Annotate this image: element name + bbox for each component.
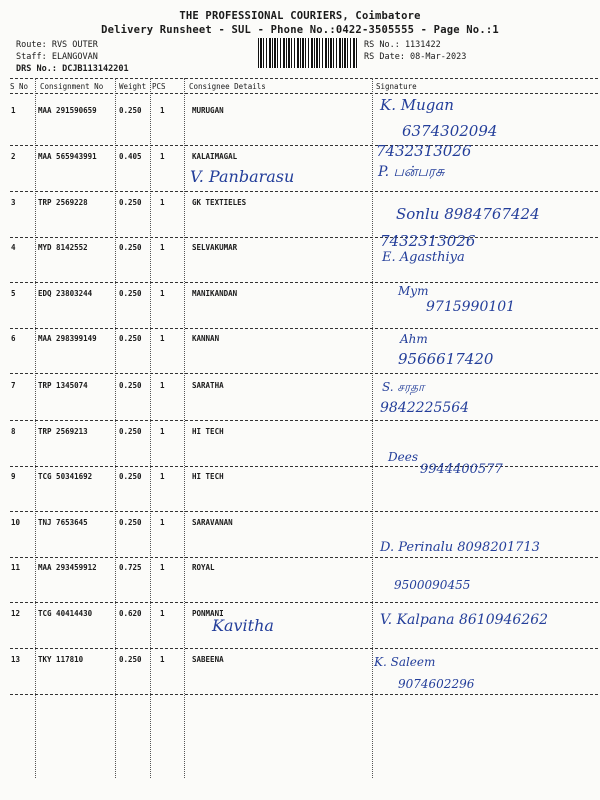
row-consignee: KANNAN <box>192 334 220 343</box>
row-pcs: 1 <box>160 609 165 618</box>
row-divider <box>10 511 598 512</box>
row-divider <box>10 191 598 192</box>
signature-text: K. Saleem <box>374 655 436 669</box>
row-weight: 0.250 <box>119 381 142 390</box>
row-pcs: 1 <box>160 655 165 664</box>
signature-text: D. Perinalu 8098201713 <box>380 540 540 555</box>
row-weight: 0.405 <box>119 152 142 161</box>
row-sno: 6 <box>11 334 16 343</box>
row-divider <box>10 694 598 695</box>
col-divider <box>115 78 116 778</box>
handwritten-note: V. Panbarasu <box>190 167 295 186</box>
row-divider <box>10 557 598 558</box>
signature-text: P. பன்பரசு <box>378 164 445 180</box>
row-divider <box>10 282 598 283</box>
header-top-rule <box>10 78 598 79</box>
row-divider <box>10 466 598 467</box>
col-divider <box>35 78 36 778</box>
row-consignee: MANIKANDAN <box>192 289 238 298</box>
drs-label: DRS No.: <box>16 64 57 74</box>
row-consignee: SABEENA <box>192 655 224 664</box>
row-sno: 4 <box>11 243 16 252</box>
row-divider <box>10 237 598 238</box>
row-sno: 5 <box>11 289 16 298</box>
row-divider <box>10 373 598 374</box>
row-sno: 9 <box>11 472 16 481</box>
row-weight: 0.250 <box>119 655 142 664</box>
row-consignment: MAA 293459912 <box>38 563 97 572</box>
row-sno: 3 <box>11 198 16 207</box>
row-divider <box>10 648 598 649</box>
row-pcs: 1 <box>160 472 165 481</box>
signature-text: 9944400577 <box>420 462 503 477</box>
row-weight: 0.250 <box>119 106 142 115</box>
row-consignment: TCG 40414430 <box>38 609 93 618</box>
row-consignment: TRP 1345074 <box>38 381 88 390</box>
row-pcs: 1 <box>160 334 165 343</box>
row-consignee: MURUGAN <box>192 106 224 115</box>
row-divider <box>10 328 598 329</box>
row-consignment: EDQ 23803244 <box>38 289 93 298</box>
signature-text: 9074602296 <box>398 677 475 691</box>
row-pcs: 1 <box>160 427 165 436</box>
row-weight: 0.250 <box>119 334 142 343</box>
row-sno: 13 <box>11 655 21 664</box>
row-weight: 0.250 <box>119 427 142 436</box>
signature-text: Ahm <box>400 332 428 346</box>
row-consignment: TRP 2569213 <box>38 427 88 436</box>
row-pcs: 1 <box>160 152 165 161</box>
row-consignee: SARATHA <box>192 381 224 390</box>
row-sno: 12 <box>11 609 21 618</box>
row-consignee: SELVAKUMAR <box>192 243 238 252</box>
row-sno: 11 <box>11 563 21 572</box>
row-sno: 8 <box>11 427 16 436</box>
col-divider <box>184 78 185 778</box>
row-consignee: ROYAL <box>192 563 215 572</box>
signature-text: V. Kalpana 8610946262 <box>380 612 549 628</box>
signature-text: K. Mugan <box>380 96 454 114</box>
row-weight: 0.725 <box>119 563 142 572</box>
row-weight: 0.250 <box>119 518 142 527</box>
runsheet-subtitle: Delivery Runsheet - SUL - Phone No.:0422-3505555 - Page No.:1 <box>101 24 499 36</box>
col-consignment: Consignment No <box>40 82 104 91</box>
signature-text: 6374302094 <box>402 122 498 140</box>
row-pcs: 1 <box>160 518 165 527</box>
barcode-image <box>258 38 358 68</box>
row-consignment: TCG 50341692 <box>38 472 93 481</box>
row-consignment: MYD 8142552 <box>38 243 88 252</box>
row-consignment: MAA 565943991 <box>38 152 97 161</box>
signature-text: Mym <box>398 284 429 298</box>
route-label: Route: RVS OUTER <box>16 40 98 50</box>
row-consignee: HI TECH <box>192 427 224 436</box>
row-sno: 1 <box>11 106 16 115</box>
row-divider <box>10 145 598 146</box>
drs-value: DCJB113142201 <box>62 64 129 74</box>
row-weight: 0.250 <box>119 289 142 298</box>
row-consignee: SARAVANAN <box>192 518 233 527</box>
signature-text: S. சரதா <box>382 380 425 394</box>
row-consignee: HI TECH <box>192 472 224 481</box>
signature-text: Sonlu 8984767424 <box>396 205 540 223</box>
signature-text: 7432313026 <box>376 142 472 160</box>
col-divider <box>150 78 151 778</box>
col-pcs: PCS <box>152 82 166 91</box>
row-weight: 0.250 <box>119 472 142 481</box>
row-pcs: 1 <box>160 381 165 390</box>
row-consignment: MAA 291590659 <box>38 106 97 115</box>
row-consignee: GK TEXTIELES <box>192 198 247 207</box>
drs-number <box>16 64 129 74</box>
signature-text: 9500090455 <box>394 578 471 592</box>
row-pcs: 1 <box>160 243 165 252</box>
signature-text: 9566617420 <box>398 350 494 368</box>
handwritten-note: Kavitha <box>212 616 274 635</box>
row-sno: 10 <box>11 518 21 527</box>
rs-date: RS Date: 08-Mar-2023 <box>364 52 467 62</box>
row-divider <box>10 602 598 603</box>
signature-text: E. Agasthiya <box>382 250 465 265</box>
col-weight: Weight <box>119 82 147 91</box>
col-signature: Signature <box>376 82 417 91</box>
row-consignment: TRP 2569228 <box>38 198 88 207</box>
signature-text: 9842225564 <box>380 400 470 416</box>
row-pcs: 1 <box>160 289 165 298</box>
row-divider <box>10 420 598 421</box>
signature-text: 9715990101 <box>426 299 516 315</box>
col-sno: S No <box>10 82 29 91</box>
row-consignment: TNJ 7653645 <box>38 518 88 527</box>
row-pcs: 1 <box>160 106 165 115</box>
rs-number: RS No.: 1131422 <box>364 40 441 50</box>
signature-text: Dees <box>388 450 418 464</box>
col-divider <box>372 78 373 778</box>
row-sno: 7 <box>11 381 16 390</box>
row-pcs: 1 <box>160 198 165 207</box>
row-consignment: TKY 117810 <box>38 655 84 664</box>
company-title: THE PROFESSIONAL COURIERS, Coimbatore <box>179 10 421 22</box>
staff-label: Staff: ELANGOVAN <box>16 52 98 62</box>
signature-text: 7432313026 <box>380 232 476 250</box>
header-bottom-rule <box>10 93 598 94</box>
row-consignee: PONMANI <box>192 609 224 618</box>
row-weight: 0.250 <box>119 243 142 252</box>
row-weight: 0.620 <box>119 609 142 618</box>
col-details: Consignee Details <box>189 82 266 91</box>
row-sno: 2 <box>11 152 16 161</box>
row-consignment: MAA 298399149 <box>38 334 97 343</box>
row-weight: 0.250 <box>119 198 142 207</box>
row-pcs: 1 <box>160 563 165 572</box>
row-consignee: KALAIMAGAL <box>192 152 238 161</box>
